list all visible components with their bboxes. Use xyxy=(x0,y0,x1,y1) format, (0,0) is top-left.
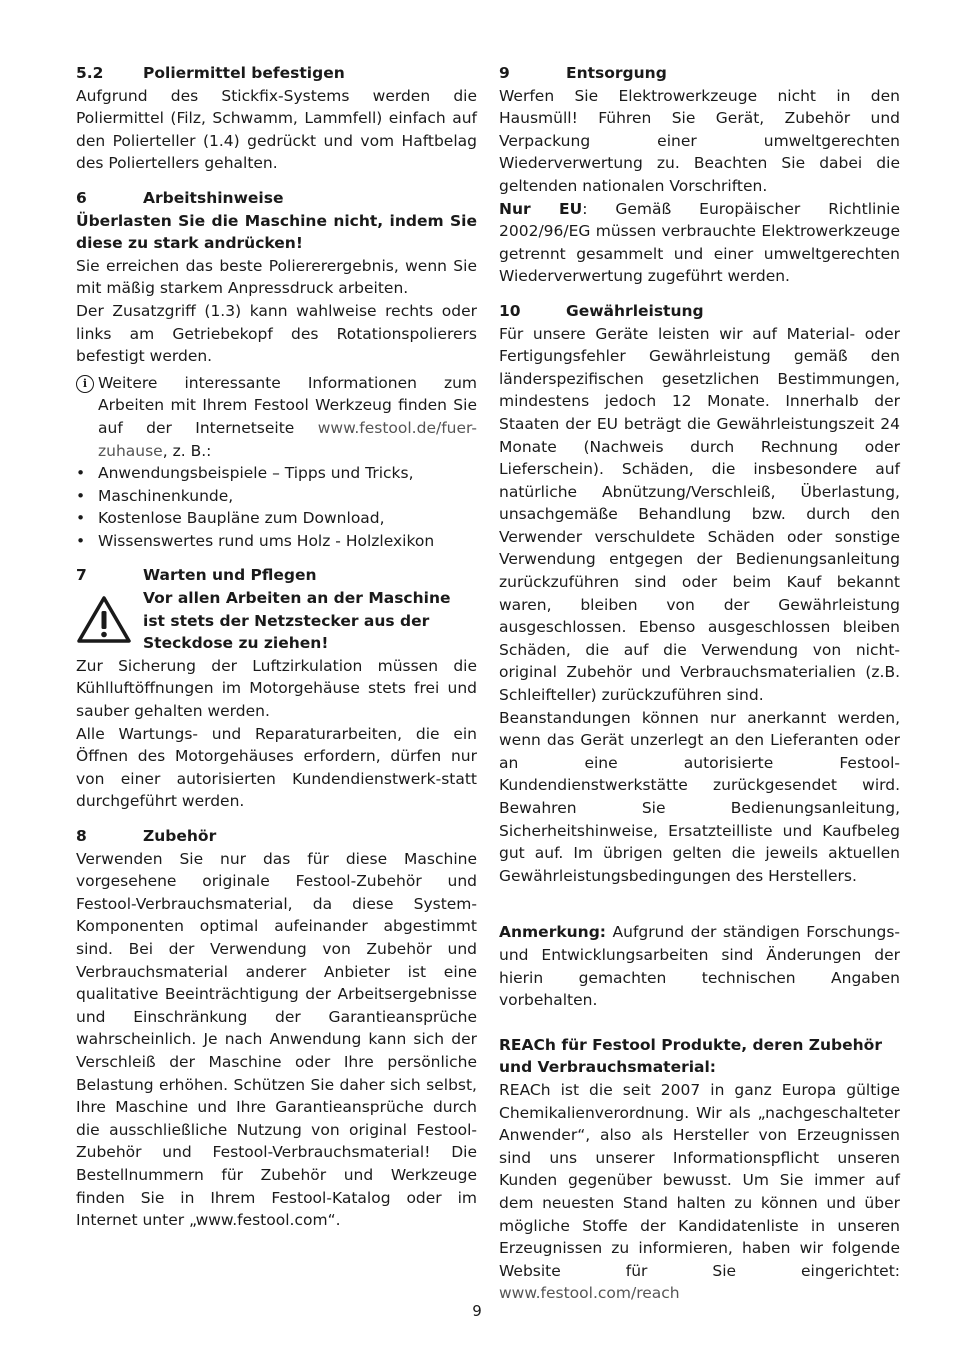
section-heading xyxy=(499,62,900,85)
list-item: • Anwendungsbeispiele – Tipps und Tricks, xyxy=(76,462,477,485)
paragraph: Aufgrund des Stickfix-Systems werden die Poliermittel (Filz, Schwamm, Lammfell) einfach auf den Polierteller (1.4) gedrückt und vom Haftbelag des Poliertellers gehalten. xyxy=(76,86,477,173)
paragraph: Der Zusatzgriff (1.3) kann wahlweise rechts oder links am Getriebekopf des Rotationspolierers befestigt werden. xyxy=(76,301,477,366)
eu-paragraph: Nur EU: Gemäß Europäischer Richtlinie 2002/96/EG müssen verbrauchte Elektrowerkzeuge getrennt gesammelt und einer umweltgerechten Wiederverwertung zugeführt werden. xyxy=(499,199,900,286)
section-number: 5.2 xyxy=(76,64,104,82)
section-heading xyxy=(76,62,477,85)
warning-text: Vor allen Arbeiten an der Maschine ist stets der Netzstecker aus der Steckdose zu ziehen! xyxy=(143,589,451,653)
section-number: 9 xyxy=(499,64,510,82)
section-heading xyxy=(76,564,477,587)
list-item: • Wissenswertes rund ums Holz - Holzlexikon xyxy=(76,530,477,553)
warning-block xyxy=(76,587,477,655)
reach-title: REACh für Festool Produkte, deren Zubehör und Verbrauchsmaterial: xyxy=(499,1035,882,1077)
paragraph: Werfen Sie Elektrowerkzeuge nicht in den Hausmüll! Führen Sie Gerät, Zubehör und Verpackung einer umweltgerechten Wiederverwertung zu. Beachten Sie dabei die geltenden nationalen Vorschriften. xyxy=(499,86,900,195)
section-7 xyxy=(76,564,477,813)
paragraph: Für unsere Geräte leisten wir auf Material- oder Fertigungsfehler Gewährleistung gemäß den länderspezifischen gesetzlichen Bestimmungen, mindestens jedoch 12 Monate. Innerhalb der Staaten der EU beträgt die Gewährleistungszeit 24 Monate (Nachweis durch Rechnung oder Lieferschein). Schäden, die insbesondere auf natürliche Abnützung/Verschleiß, Überlastung, unsachgemäße Behandlung bzw. durch den Verwender verschuldete Schäden oder sonstige Verwendung entgegen der Bedienungsanleitung zurückzuführen sind oder beim Kauf bekannt waren, bleiben von der Gewährleistung ausgeschlossen. Ebenso ausgeschlossen bleiben Schäden, die auf die Verwendung von nicht-original Zubehör und Verbrauchsmaterialien (z.B. Schleifteller) zurückzuführen sind. xyxy=(499,324,900,705)
bullet-list xyxy=(76,462,477,552)
list-item: • Maschinenkunde, xyxy=(76,485,477,508)
bullet-icon: • xyxy=(76,509,86,528)
section-title: Warten und Pflegen xyxy=(143,566,317,585)
section-6 xyxy=(76,187,477,553)
eu-label: Nur EU xyxy=(499,199,583,218)
section-title: Zubehör xyxy=(143,827,217,845)
section-5-2 xyxy=(76,62,477,175)
paragraph: Sie erreichen das beste Poliererergebnis, wenn Sie mit mäßig starkem Anpressdruck arbeiten. xyxy=(76,256,477,298)
paragraph: Zur Sicherung der Luftzirkulation müssen die Kühlluftöffnungen im Motorgehäuse stets frei und sauber gehalten werden. xyxy=(76,656,477,721)
reach-website-link[interactable]: www.festool.com/reach xyxy=(499,1284,680,1303)
section-number: 10 xyxy=(499,301,521,320)
left-column xyxy=(76,62,477,1244)
section-8 xyxy=(76,825,477,1232)
section-title: Entsorgung xyxy=(566,64,667,82)
reach-paragraph: REACh ist die seit 2007 in ganz Europa gültige Chemikalienverordnung. Wir als „nachgeschalteter Anwender“, also als Hersteller von Erzeugnissen sind uns unserer Informationspflicht unseren Kunden gegenüber bewusst. Um Sie immer auf dem neuesten Stand halten zu können und über mögliche Stoffe der Kandidatenliste in unseren Erzeugnissen zu informieren, haben wir folgende Website für Sie eingerichtet: www.festool.com/reach xyxy=(499,1080,900,1303)
warning-text: Überlasten Sie die Maschine nicht, indem Sie diese zu stark andrücken! xyxy=(76,211,477,253)
section-title: Gewährleistung xyxy=(566,301,704,320)
bullet-icon: • xyxy=(76,531,86,550)
section-number: 7 xyxy=(76,566,87,585)
paragraph: Verwenden Sie nur das für diese Maschine vorgesehene originale Festool-Zubehör und Festool-Verbrauchsmaterial, da diese System-Komponenten optimal aufeinander abgestimmt sind. Bei der Verwendung von Zubehör und Verbrauchsmaterial anderer Anbieter ist eine qualitative Beeinträchtigung der Arbeitsergebnisse und Einschränkung der Garantieansprüche wahrscheinlich. Je nach Anwendung kann sich der Verschleiß der Maschine oder Ihre persönliche Belastung erhöhen. Schützen Sie daher sich selbst, Ihre Maschine und Ihre Garantieansprüche durch die ausschließliche Nutzung von original Festool-Zubehör und Festool-Verbrauchsmaterial! Die Bestellnummern für Zubehör und Werkzeuge finden Sie in Ihrem Festool-Katalog oder im Internet unter „www.festool.com“. xyxy=(76,849,477,1230)
section-title: Poliermittel befestigen xyxy=(143,64,345,82)
section-heading xyxy=(499,300,900,323)
bullet-icon: • xyxy=(76,464,86,483)
section-title: Arbeitshinweise xyxy=(143,188,284,207)
section-heading xyxy=(76,825,477,848)
section-heading xyxy=(76,187,477,210)
section-10 xyxy=(499,300,900,887)
info-text: Weitere interessante Informationen zum Arbeiten mit Ihrem Festool Werkzeug finden Sie auf der Internetseite xyxy=(98,373,477,437)
page-number: 9 xyxy=(472,1302,482,1320)
section-number: 6 xyxy=(76,188,87,207)
list-item: • Kostenlose Baupläne zum Download, xyxy=(76,507,477,530)
note-label: Anmerkung: xyxy=(499,923,607,942)
info-suffix: , z. B.: xyxy=(162,441,212,460)
festool-website-link[interactable]: www.festool.de/fuer-zuhause xyxy=(98,418,477,460)
warning-triangle-icon xyxy=(76,595,132,645)
section-number: 8 xyxy=(76,827,87,845)
paragraph: Alle Wartungs- und Reparaturarbeiten, die ein Öffnen des Motorgehäuses erfordern, dürfen nur von einer autorisierten Kundendienstwerk-statt durchgeführt werden. xyxy=(76,724,477,811)
note-paragraph: Anmerkung: Aufgrund der ständigen Forschungs- und Entwicklungsarbeiten sind Änderungen der hierin gemachten technischen Angaben vorbehalten. xyxy=(499,923,900,1010)
bullet-icon: • xyxy=(76,486,86,505)
section-9 xyxy=(499,62,900,288)
paragraph: Beanstandungen können nur anerkannt werden, wenn das Gerät unzerlegt an den Lieferanten oder an eine autorisierte Festool-Kundendienstwerkstätte zurückgesendet wird. Bewahren Sie Bedienungsanleitung, Sicherheitshinweise, Ersatzteilliste und Kaufbeleg gut auf. Im übrigen gelten die jeweils aktuellen Gewährleistungsbedingungen des Herstellers. xyxy=(499,708,900,885)
info-note xyxy=(76,372,477,462)
info-icon: i xyxy=(76,375,94,393)
right-column xyxy=(499,62,900,1305)
